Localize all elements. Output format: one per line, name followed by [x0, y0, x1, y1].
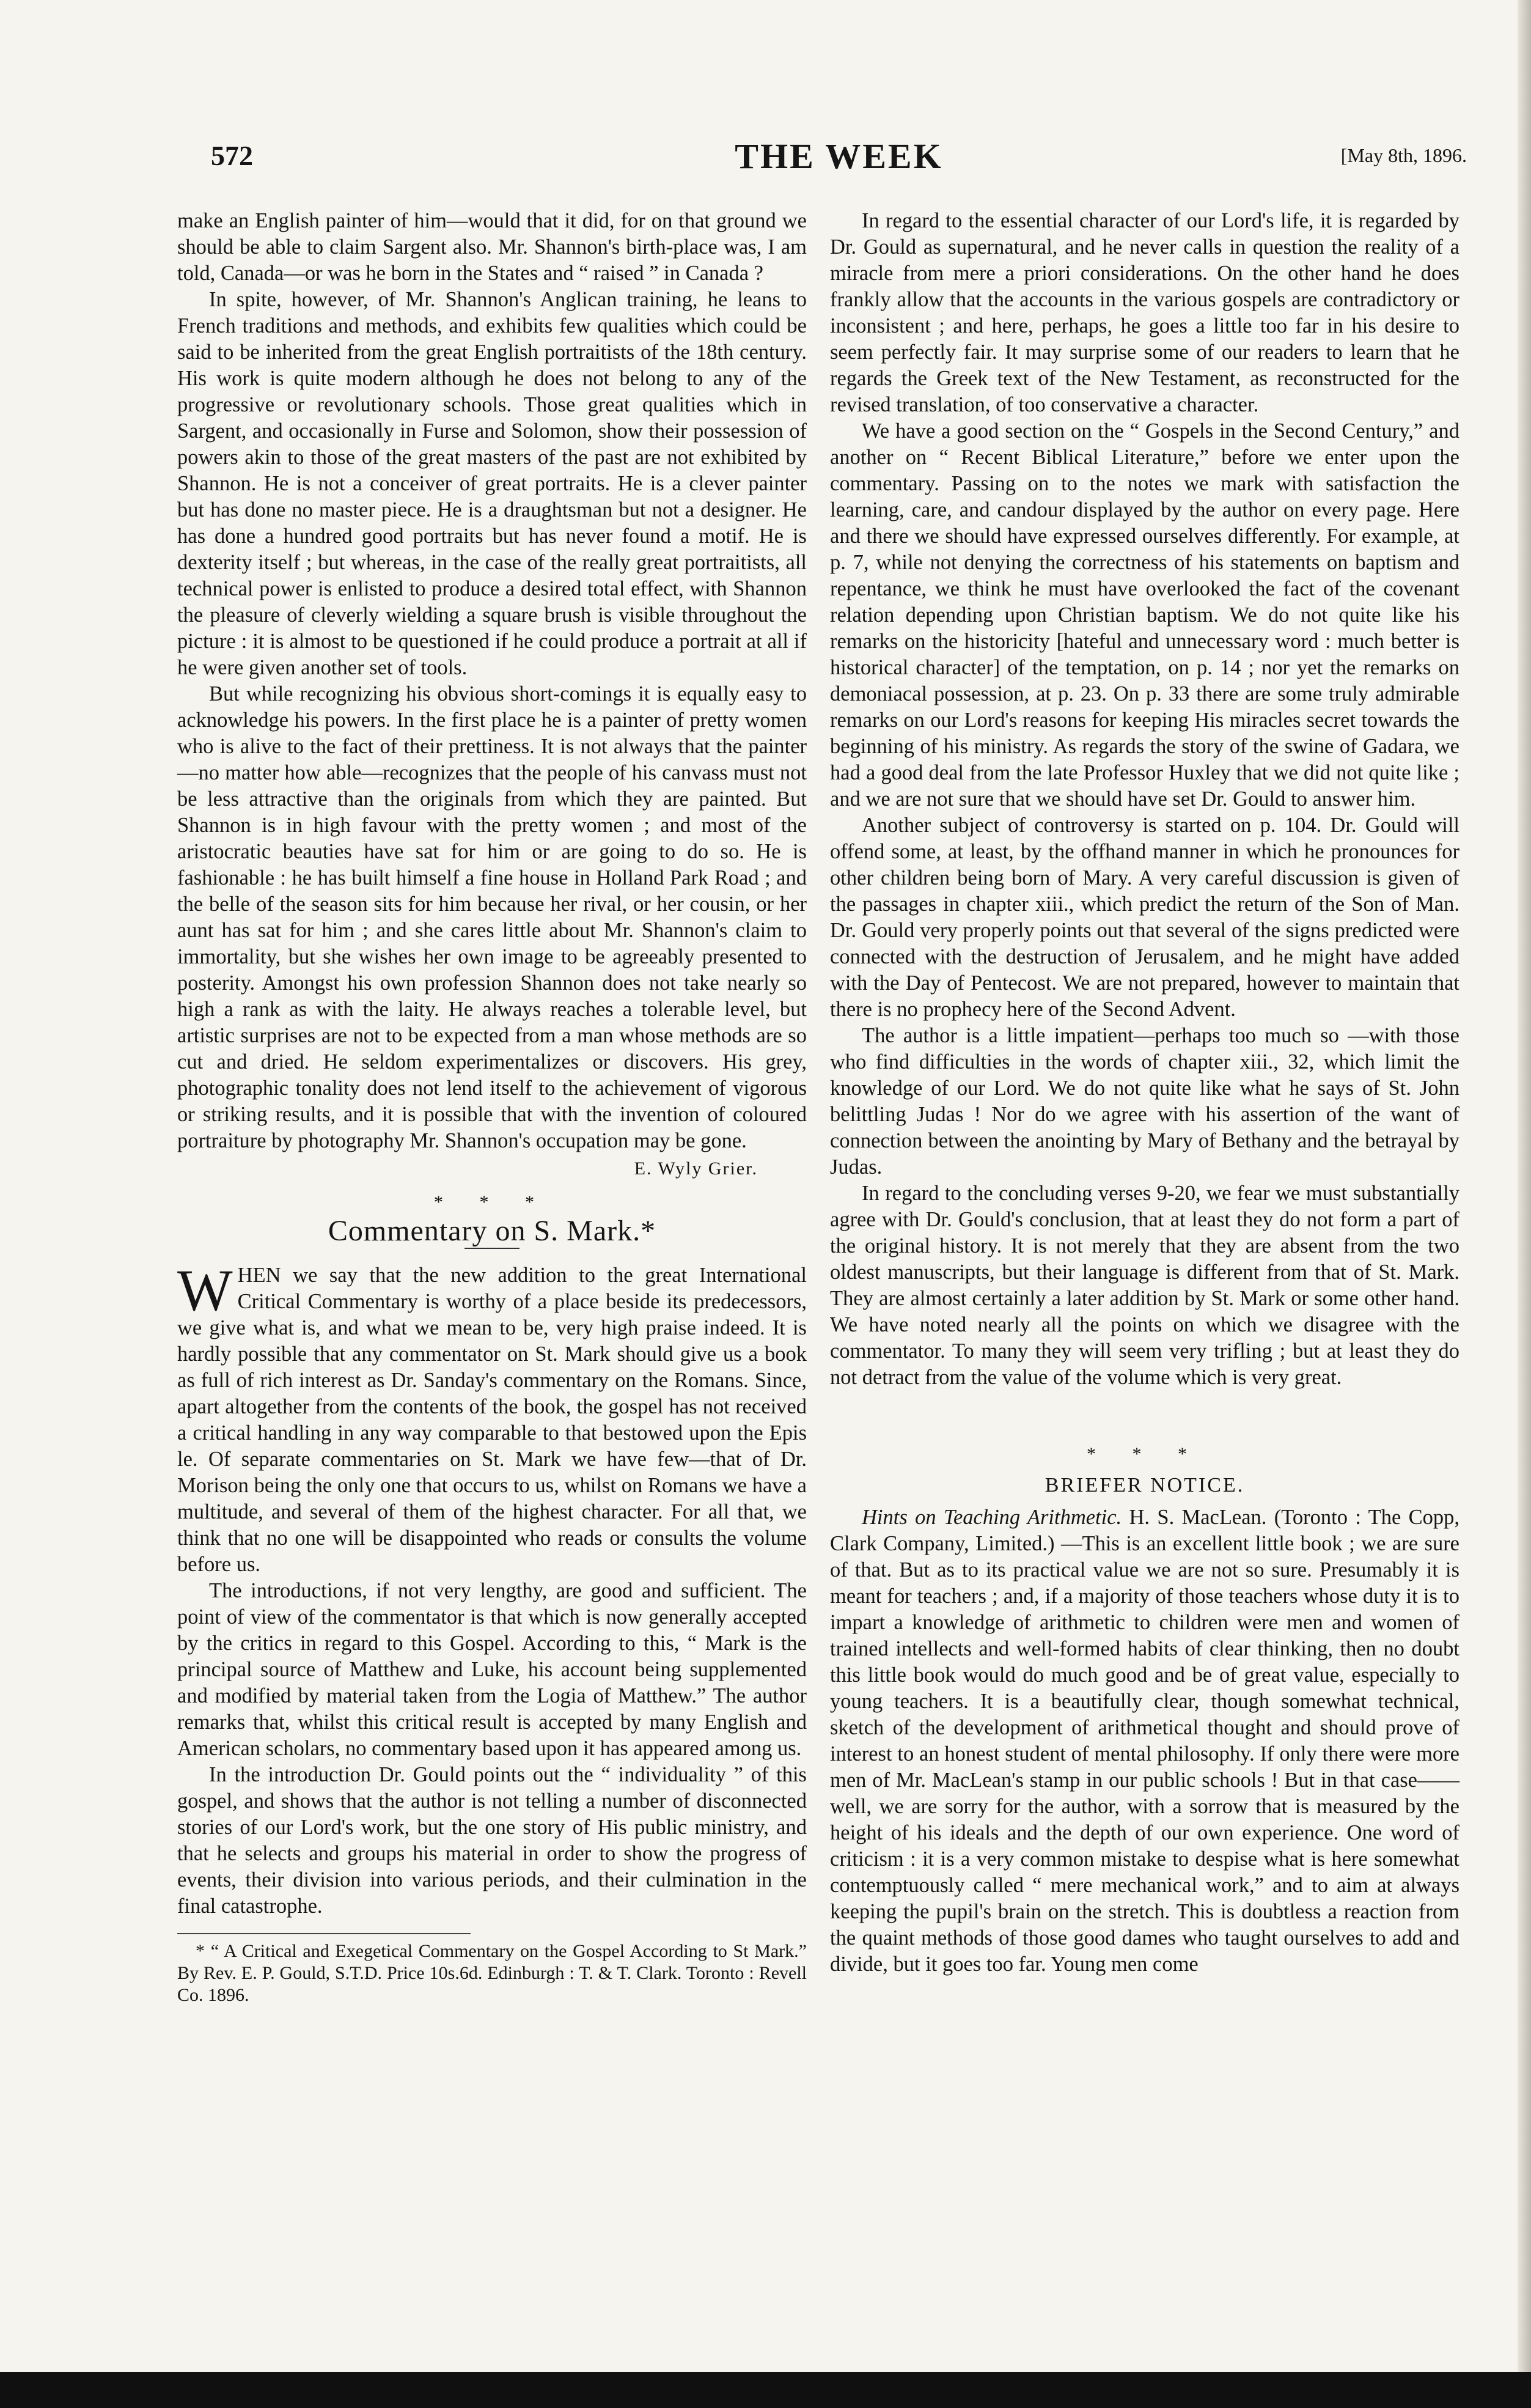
- journal-title: THE WEEK: [735, 136, 943, 176]
- footnote: * “ A Critical and Exegetical Commentary on the Gospel According to St Mark.” By Rev. E. P. Gould, S.T.D. Price 10s.6d. Edinburgh : T. & T. Clark. Toronto : Revell Co. 1896.: [177, 1941, 807, 2005]
- paragraph: The introductions, if not very lengthy, are good and sufficient. The point of view of the commentator is that which is now generally accepted by the critics in regard to this Gospel. According to this, “ Mark is the principal source of Matthew and Luke, his account being supplemented and modified by material taken from the Logia of Matthew.” The author remarks that, whilst this critical result is accepted by many English and American scholars, no commentary based upon it has appeared among us.: [177, 1579, 807, 1760]
- notice-paragraph: [830, 1504, 1459, 1978]
- paragraph: We have a good section on the “ Gospels in the Second Century,” and another on “ Recent Biblical Literature,” before we enter upon the commentary. Passing on to the notes we mark with satisfaction the learning, care, and candour displayed by the author on every page. Here and there we should have expressed ourselves differently. For example, at p. 7, while not denying the correctness of his statements on baptism and repentance, we think he must have overlooked the fact of the covenant relation depending upon Christian baptism. We do not quite like his remarks on the historicity [hateful and unnecessary word : much better is historical character] of the temptation, on p. 14 ; nor yet the remarks on demoniacal possession, at p. 23. On p. 33 there are some truly admirable remarks on our Lord's reasons for keeping His miracles secret towards the beginning of his ministry. As regards the story of the swine of Gadara, we had a good deal from the late Professor Huxley that we did not quite like ; and we are not sure that we should have set Dr. Gould to answer him.: [830, 419, 1459, 811]
- section-divider-stars: * * *: [434, 1192, 550, 1212]
- paragraph: The author is a little impatient—perhaps too much so —with those who find difficulties in the words of chapter xiii., 32, which limit the knowledge of our Lord. We do not quite like what he says of St. John belittling Judas ! Nor do we agree with his assertion of the want of connection between the anointing by Mary of Bethany and the betrayal by Judas.: [830, 1024, 1459, 1179]
- right-column: [830, 208, 1459, 1978]
- paragraph: In regard to the essential character of our Lord's life, it is regarded by Dr. Gould as supernatural, and he never calls in question the reality of a miracle from mere a priori considerations. On the other hand he does frankly allow that the accounts in the various gospels are contradictory or inconsistent ; and here, perhaps, he goes a little too far in his desire to seem perfectly fair. It may surprise some of our readers to learn that he regards the Greek text of the New Testament, as reconstructed for the revised translation, of too conservative a character.: [830, 209, 1459, 416]
- scan-border: [0, 2372, 1531, 2408]
- paragraph: Another subject of controversy is started on p. 104. Dr. Gould will offend some, at least, by the offhand manner in which he pronounces for other children being born of Mary. A very careful discussion is given of the passages in chapter xiii., which predict the return of the Son of Man. Dr. Gould very properly points out that several of the signs predicted were connected with the destruction of Jerusalem, and he might have added with the Day of Pentecost. We are not prepared, however to maintain that there is no prophecy here of the Second Advent.: [830, 814, 1459, 1021]
- paragraph: make an English painter of him—would that it did, for on that ground we should be able to claim Sargent also. Mr. Shannon's birth-place was, I am told, Canada—or was he born in the States and “ raised ” in Canada ?: [177, 209, 807, 285]
- page-header: [211, 136, 1467, 188]
- section-divider-stars: * * *: [1087, 1444, 1203, 1464]
- page-edge-shadow: [1518, 0, 1531, 2372]
- page-number: 572: [211, 140, 253, 171]
- paragraph: [177, 1257, 807, 1578]
- byline: E. Wyly Grier.: [634, 1158, 758, 1179]
- drop-cap: W: [177, 1257, 233, 1323]
- paragraph: In the introduction Dr. Gould points out the “ individuality ” of this gospel, and shows that the author is not telling a number of disconnected stories of our Lord's work, but the one story of His public ministry, and that he selects and groups his material in order to show the progress of events, their division into various periods, and their culmination in the final catastrophe.: [177, 1763, 807, 1918]
- paragraph-text: HEN we say that the new addition to the great International Critical Commentary is worthy of a place beside its predecessors, we give what is, and what we mean to be, very high praise indeed. It is hardly possible that any commentator on St. Mark should give us a book as full of rich interest as Dr. Sanday's commentary on the Romans. Since, apart altogether from the contents of the book, the gospel has not received a critical handling in any way comparable to that bestowed upon the Epis le. Of separate commentaries on St. Mark we have few—that of Dr. Morison being the only one that occurs to us, whilst on Romans we have a multitude, and several of them of the highest character. For all that, we think that no one will be disappointed who reads or consults the volume before us.: [177, 1264, 807, 1576]
- notice-book-title: Hints on Teaching Arithmetic.: [862, 1506, 1122, 1529]
- left-column: [177, 208, 807, 2006]
- paragraph: In spite, however, of Mr. Shannon's Anglican training, he leans to French traditions and methods, and exhibits few qualities which could be said to be inherited from the great English portraitists of the 18th century. His work is quite modern although he does not belong to any of the progressive or revolutionary schools. Those great qualities which in Sargent, and occasionally in Furse and Solomon, show their possession of powers akin to those of the great masters of the past are not exhibited by Shannon. He is not a conceiver of great portraits. He is a clever painter but has done no master piece. He is a draughtsman but not a designer. He has done a hundred good portraits but has never found a motif. He is dexterity itself ; but whereas, in the case of the really great portraitists, all technical power is enlisted to produce a desired total effect, with Shannon the pleasure of cleverly wielding a square brush is visible throughout the picture : it is almost to be questioned if he could produce a portrait at all if he were given another set of tools.: [177, 288, 807, 679]
- footnote-rule: [177, 1933, 471, 1934]
- section-gap: [830, 1391, 1459, 1434]
- issue-date: [May 8th, 1896.: [1340, 144, 1467, 166]
- paragraph: In regard to the concluding verses 9-20, we fear we must substantially agree with Dr. Gould's conclusion, that at least they do not form a part of the original history. It is not merely that they are absent from the two oldest manuscripts, but their language is different from that of St. Mark. They are almost certainly a later addition by St. Mark or some other hand. We have noted nearly all the points on which we disagree with the commentator. To many they will seem very trifling ; but at least they do not detract from the value of the volume which is very great.: [830, 1182, 1459, 1389]
- notice-text: H. S. MacLean. (Toronto : The Copp, Clark Company, Limited.) —This is an excellent little book ; we are sure of that. But as to its practical value we are not so sure. Presumably it is meant for teachers ; and, if a majority of those teachers whose duty it is to impart a knowledge of arithmetic to children were men and women of trained intellects and well-formed habits of clear thinking, then no doubt this little book would do much good and be of great value, especially to young teachers. It is a beautifully clear, though somewhat technical, sketch of the development of arithmetical thought and should prove of interest to an honest student of mental philosophy. If only there were more men of Mr. MacLean's stamp in our public schools ! But in that case——well, we are sorry for the author, with a sorrow that is measured by the height of his ideals and the depth of our own experience. One word of criticism : it is a very common mistake to despise what is here somewhat contemptuously called “ mere mechanical work,” and to aim at always keeping the pupil's brain on the stretch. This is doubtless a reaction from the quaint methods of those good dames who taught ourselves to add and divide, but it goes too far. Young men come: [830, 1506, 1459, 1976]
- section-title: BRIEFER NOTICE.: [1045, 1474, 1245, 1497]
- title-rule: [464, 1248, 520, 1249]
- paragraph: But while recognizing his obvious short-comings it is equally easy to acknowledge his powers. In the first place he is a painter of pretty women who is alive to the fact of their prettiness. It is not always that the painter—no matter how able—recognizes that the people of his canvass must not be less attractive than the originals from which they are painted. But Shannon is in high favour with the pretty women ; and most of the aristocratic beauties have sat for him or are going to do so. He is fashionable : he has built himself a fine house in Holland Park Road ; and the belle of the season sits for him because her rival, or her cousin, or her aunt has sat for him ; and she cares little about Mr. Shannon's claim to immortality, but she wishes her own image to be agreeably presented to posterity. Amongst his own profession Shannon does not take nearly so high a rank as with the laity. He always reaches a tolerable level, but artistic surprises are not to be expected from a man whose methods are so cut and dried. He seldom experimentalizes or discovers. His grey, photographic tonality does not lend itself to the achievement of vigorous or striking results, and it is possible that with the invention of coloured portraiture by photography Mr. Shannon's occupation may be gone.: [177, 682, 807, 1152]
- article-title: Commentary on S. Mark.*: [328, 1215, 656, 1247]
